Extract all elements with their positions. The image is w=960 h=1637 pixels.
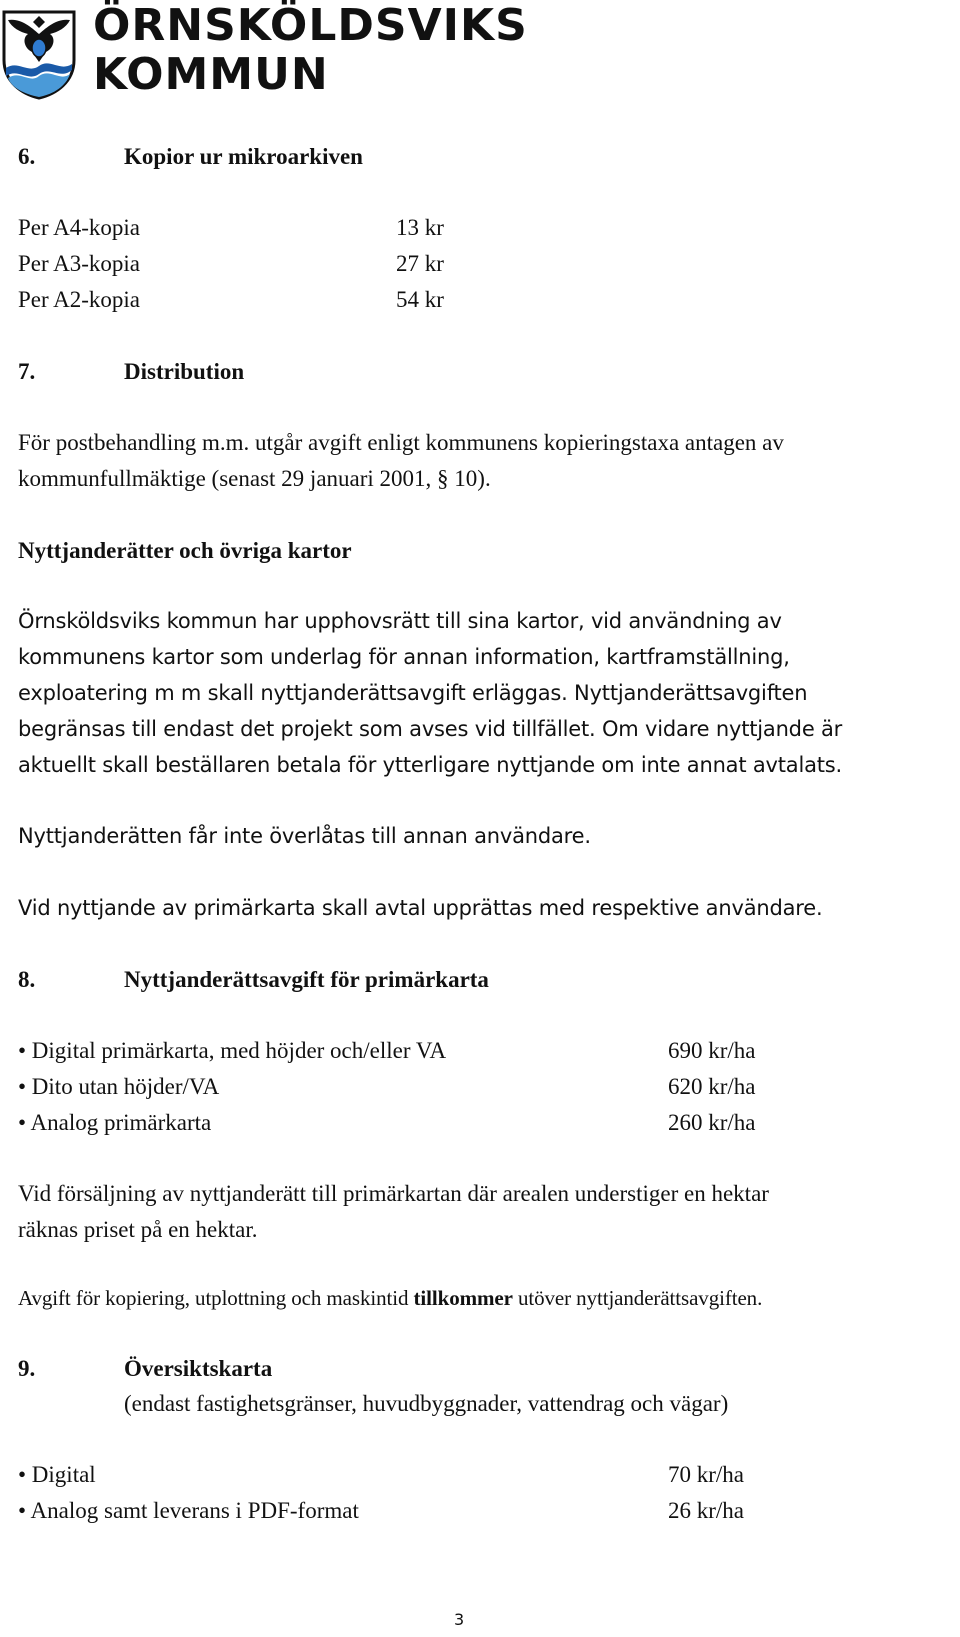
section-title: Kopior ur mikroarkiven — [124, 144, 363, 169]
section-number: 6. — [18, 144, 36, 169]
price-row-label: Per A3-kopia — [18, 251, 141, 276]
list-item-label: • Analog samt leverans i PDF-format — [18, 1498, 359, 1523]
price-row-value: 54 kr — [396, 287, 444, 312]
paragraph-line: Vid nyttjande av primärkarta skall avtal upprättas med respektive användare. — [18, 896, 823, 920]
paragraph-line: begränsas till endast det projekt som avses vid tillfället. Om vidare nyttjande är — [18, 717, 843, 741]
list-item-label: • Analog primärkarta — [18, 1110, 212, 1135]
list-item-price: 70 kr/ha — [668, 1462, 745, 1487]
coat-of-arms-logo — [0, 8, 78, 100]
section-title: Distribution — [124, 359, 245, 384]
section-number: 9. — [18, 1356, 36, 1381]
list-item-price: 26 kr/ha — [668, 1498, 745, 1523]
paragraph-line: Nyttjanderätten får inte överlåtas till annan användare. — [18, 824, 591, 848]
list-item-price: 690 kr/ha — [668, 1038, 756, 1063]
section-number: 8. — [18, 967, 36, 992]
fee-note-text: utöver nyttjanderättsavgiften. — [512, 1286, 763, 1310]
price-row-label: Per A4-kopia — [18, 215, 141, 240]
section-number: 7. — [18, 359, 36, 384]
section-title: Översiktskarta — [124, 1356, 273, 1381]
paragraph-line: exploatering m m skall nyttjanderättsavgift erläggas. Nyttjanderättsavgiften — [18, 681, 808, 705]
paragraph-line: aktuellt skall beställaren betala för ytterligare nyttjande om inte annat avtalats. — [18, 753, 843, 777]
section-subtitle: (endast fastighetsgränser, huvudbyggnader, vattendrag och vägar) — [124, 1391, 729, 1416]
list-item-label: • Digital primärkarta, med höjder och/eller VA — [18, 1038, 447, 1063]
list-item-label: • Dito utan höjder/VA — [18, 1074, 220, 1099]
list-item-price: 620 kr/ha — [668, 1074, 756, 1099]
section-title: Nyttjanderättsavgift för primärkarta — [124, 967, 489, 992]
price-row-value: 13 kr — [396, 215, 444, 240]
logo-text-line2: KOMMUN — [93, 49, 329, 100]
paragraph-line: kommunfullmäktige (senast 29 januari 2001, § 10). — [18, 466, 491, 491]
price-row-label: Per A2-kopia — [18, 287, 141, 312]
page-number: 3 — [454, 1610, 465, 1629]
paragraph-line: Vid försäljning av nyttjanderätt till primärkartan där arealen understiger en hektar — [18, 1181, 769, 1206]
fee-note-text: Avgift för kopiering, utplottning och maskintid — [18, 1286, 414, 1310]
list-item-price: 260 kr/ha — [668, 1110, 756, 1135]
paragraph-line: kommunens kartor som underlag för annan information, kartframställning, — [18, 645, 790, 669]
paragraph-line: räknas priset på en hektar. — [18, 1217, 258, 1242]
price-row-value: 27 kr — [396, 251, 444, 276]
paragraph-line: Örnsköldsviks kommun har upphovsrätt till sina kartor, vid användning av — [18, 609, 782, 633]
logo-text-line1: ÖRNSKÖLDSVIKS — [93, 0, 528, 51]
list-item-label: • Digital — [18, 1462, 96, 1487]
fee-note-emphasis: tillkommer — [413, 1286, 513, 1310]
section-title: Nyttjanderätter och övriga kartor — [18, 538, 352, 563]
paragraph-line: För postbehandling m.m. utgår avgift enligt kommunens kopieringstaxa antagen av — [18, 430, 784, 455]
fee-note — [18, 1280, 762, 1317]
